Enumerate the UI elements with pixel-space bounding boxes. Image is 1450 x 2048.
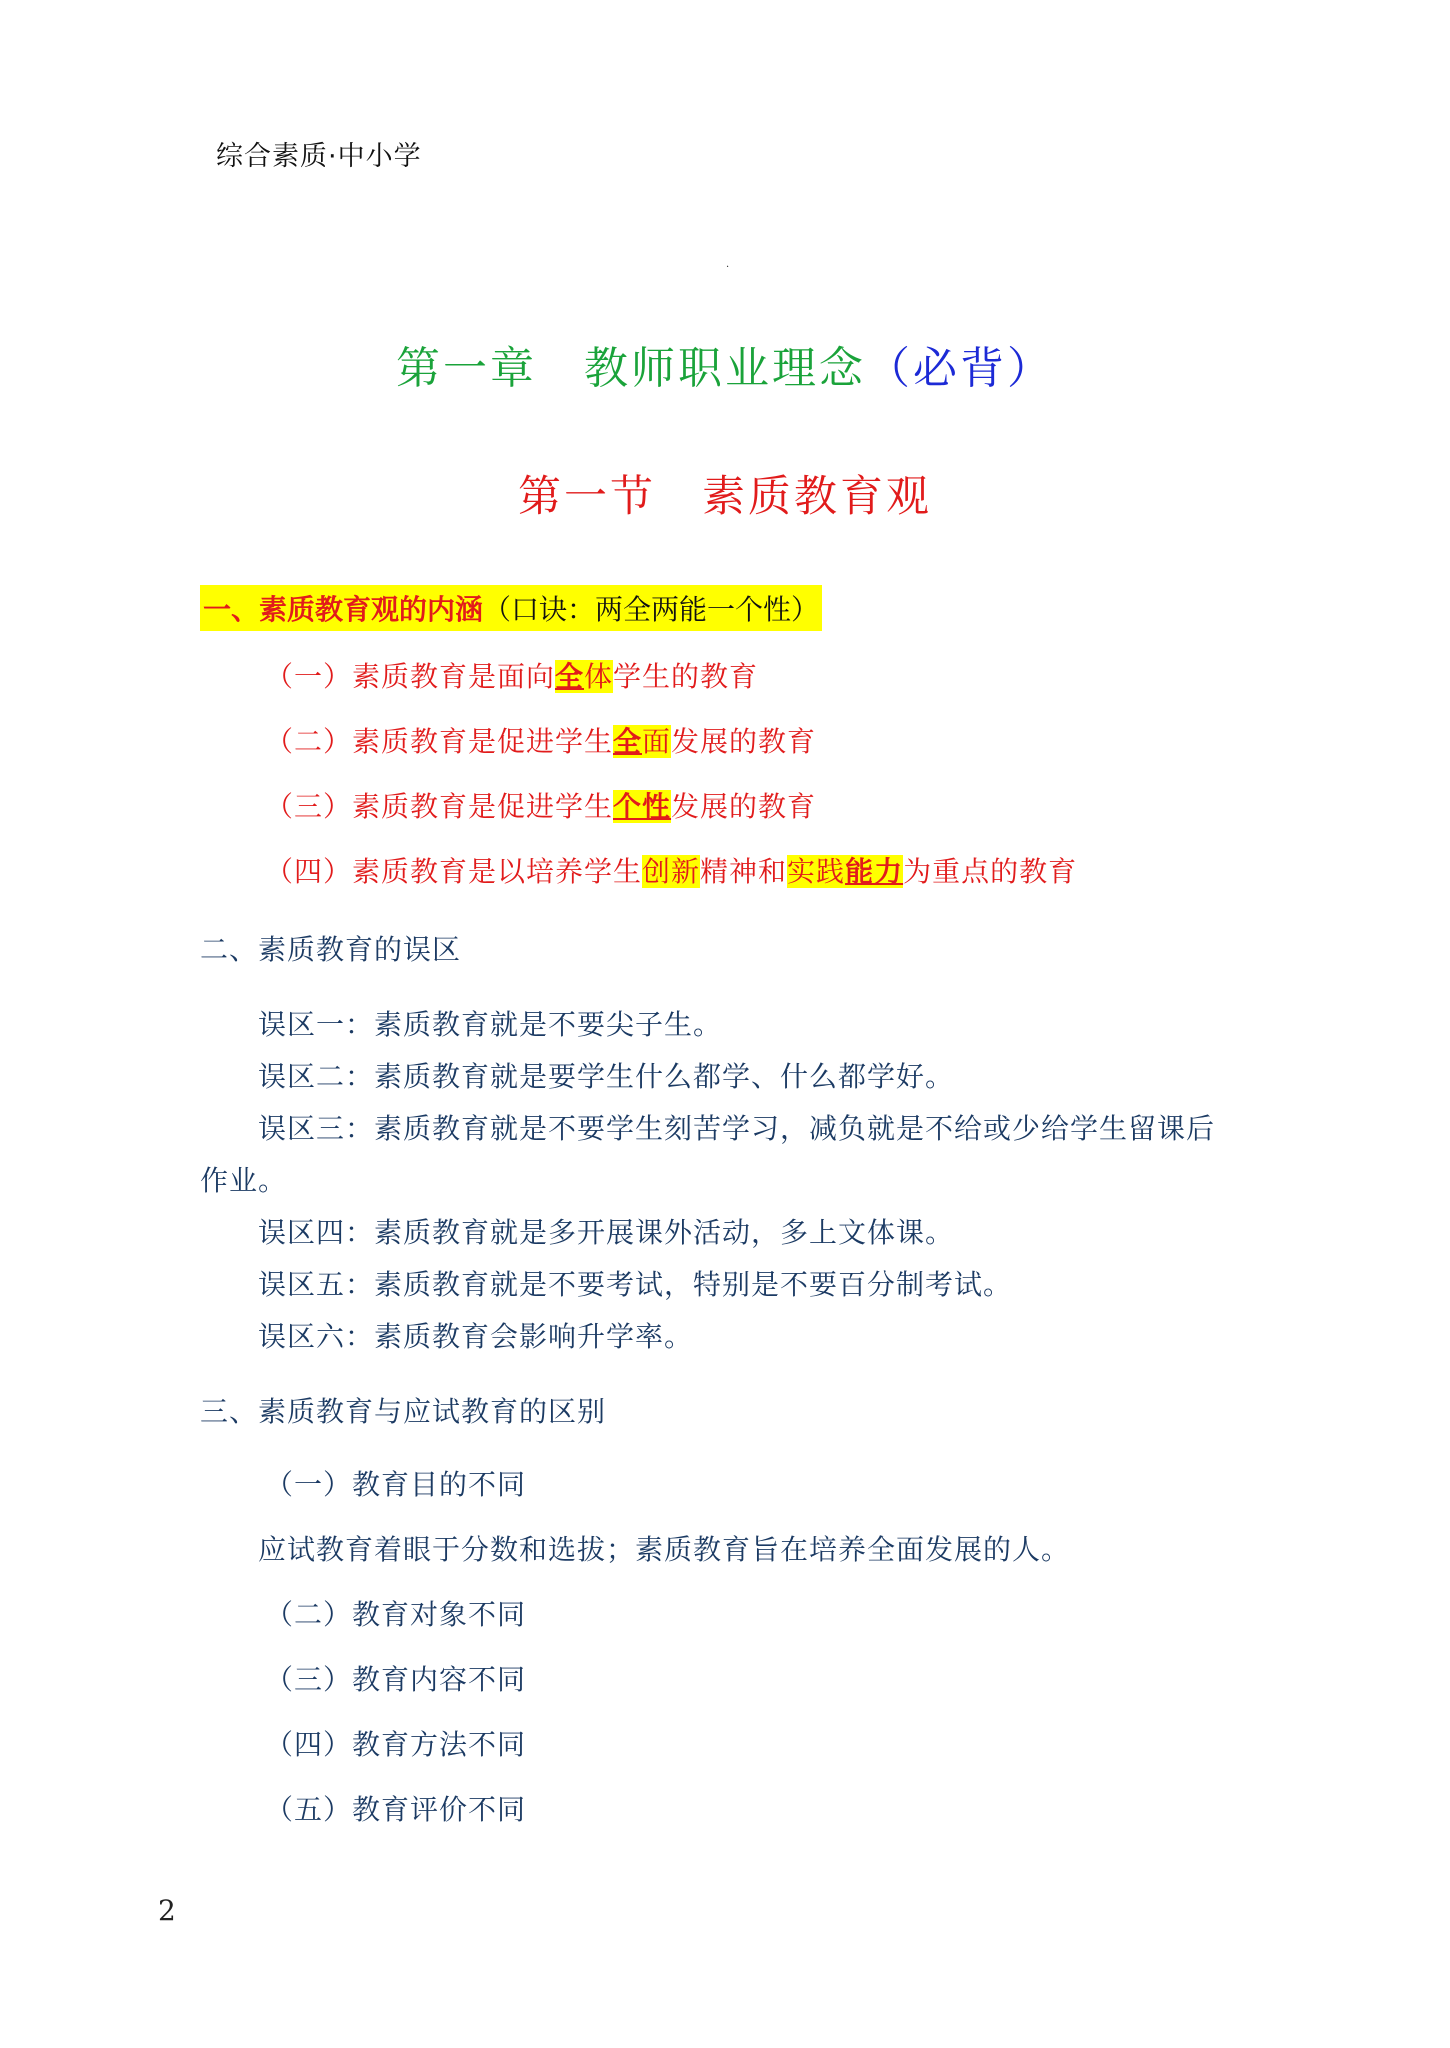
item-text: 发展的教育 bbox=[671, 790, 817, 823]
item-text: 学生的教育 bbox=[613, 660, 759, 693]
misconception-line: 误区五：素质教育就是不要考试，特别是不要百分制考试。 bbox=[258, 1268, 1013, 1301]
chapter-title-text: 教师职业理念 bbox=[584, 343, 866, 394]
misconception-line: 误区一：素质教育就是不要尖子生。 bbox=[258, 1008, 723, 1041]
center-dot: · bbox=[726, 262, 730, 273]
item-keyword: 实践 bbox=[787, 855, 846, 888]
difference-item: （三）教育内容不同 bbox=[265, 1663, 527, 1696]
item-keyword: 体 bbox=[584, 660, 614, 693]
item-keyword: 个性 bbox=[613, 790, 672, 823]
difference-detail: 应试教育着眼于分数和选拔；素质教育旨在培养全面发展的人。 bbox=[258, 1533, 1071, 1566]
misconception-line: 误区三：素质教育就是不要学生刻苦学习，减负就是不给或少给学生留课后 bbox=[258, 1112, 1216, 1145]
item-text: 为重点的教育 bbox=[903, 855, 1078, 888]
part1-item-1 bbox=[265, 655, 758, 695]
chapter-suffix: （必背） bbox=[866, 343, 1054, 394]
item-text: 发展的教育 bbox=[671, 725, 817, 758]
misconception-line: 作业。 bbox=[200, 1164, 288, 1197]
item-keyword: 能力 bbox=[845, 855, 904, 888]
item-text: （二）素质教育是促进学生 bbox=[265, 725, 614, 758]
difference-item: （二）教育对象不同 bbox=[265, 1598, 527, 1631]
difference-item: （五）教育评价不同 bbox=[265, 1793, 527, 1826]
chapter-title bbox=[0, 332, 1450, 396]
part1-item-3 bbox=[265, 785, 816, 825]
difference-item: （一）教育目的不同 bbox=[265, 1468, 527, 1501]
part1-mnemonic: （口诀：两全两能一个性） bbox=[483, 593, 820, 626]
misconception-line: 误区六：素质教育会影响升学率。 bbox=[258, 1320, 694, 1353]
item-text: （一）素质教育是面向 bbox=[265, 660, 556, 693]
part1-heading bbox=[200, 585, 822, 631]
item-text: 精神和 bbox=[700, 855, 788, 888]
part3-heading: 三、素质教育与应试教育的区别 bbox=[200, 1395, 607, 1428]
part1-heading-text: 一、素质教育观的内涵 bbox=[203, 593, 484, 626]
misconception-line: 误区二：素质教育就是要学生什么都学、什么都学好。 bbox=[258, 1060, 955, 1093]
item-keyword: 全 bbox=[613, 725, 643, 758]
chapter-gap bbox=[537, 343, 584, 394]
page-number: 2 bbox=[158, 1894, 176, 1927]
item-keyword: 创新 bbox=[642, 855, 701, 888]
part1-item-2 bbox=[265, 720, 816, 760]
item-text: （四）素质教育是以培养学生 bbox=[265, 855, 643, 888]
item-keyword: 面 bbox=[642, 725, 672, 758]
difference-item: （四）教育方法不同 bbox=[265, 1728, 527, 1761]
section-title: 第一节 素质教育观 bbox=[518, 472, 932, 522]
part1-item-4 bbox=[265, 850, 1077, 890]
item-text: （三）素质教育是促进学生 bbox=[265, 790, 614, 823]
chapter-prefix: 第一章 bbox=[396, 343, 537, 394]
running-header: 综合素质·中小学 bbox=[216, 141, 422, 172]
part2-heading: 二、素质教育的误区 bbox=[200, 933, 462, 966]
misconception-line: 误区四：素质教育就是多开展课外活动，多上文体课。 bbox=[258, 1216, 955, 1249]
item-keyword: 全 bbox=[555, 660, 585, 693]
